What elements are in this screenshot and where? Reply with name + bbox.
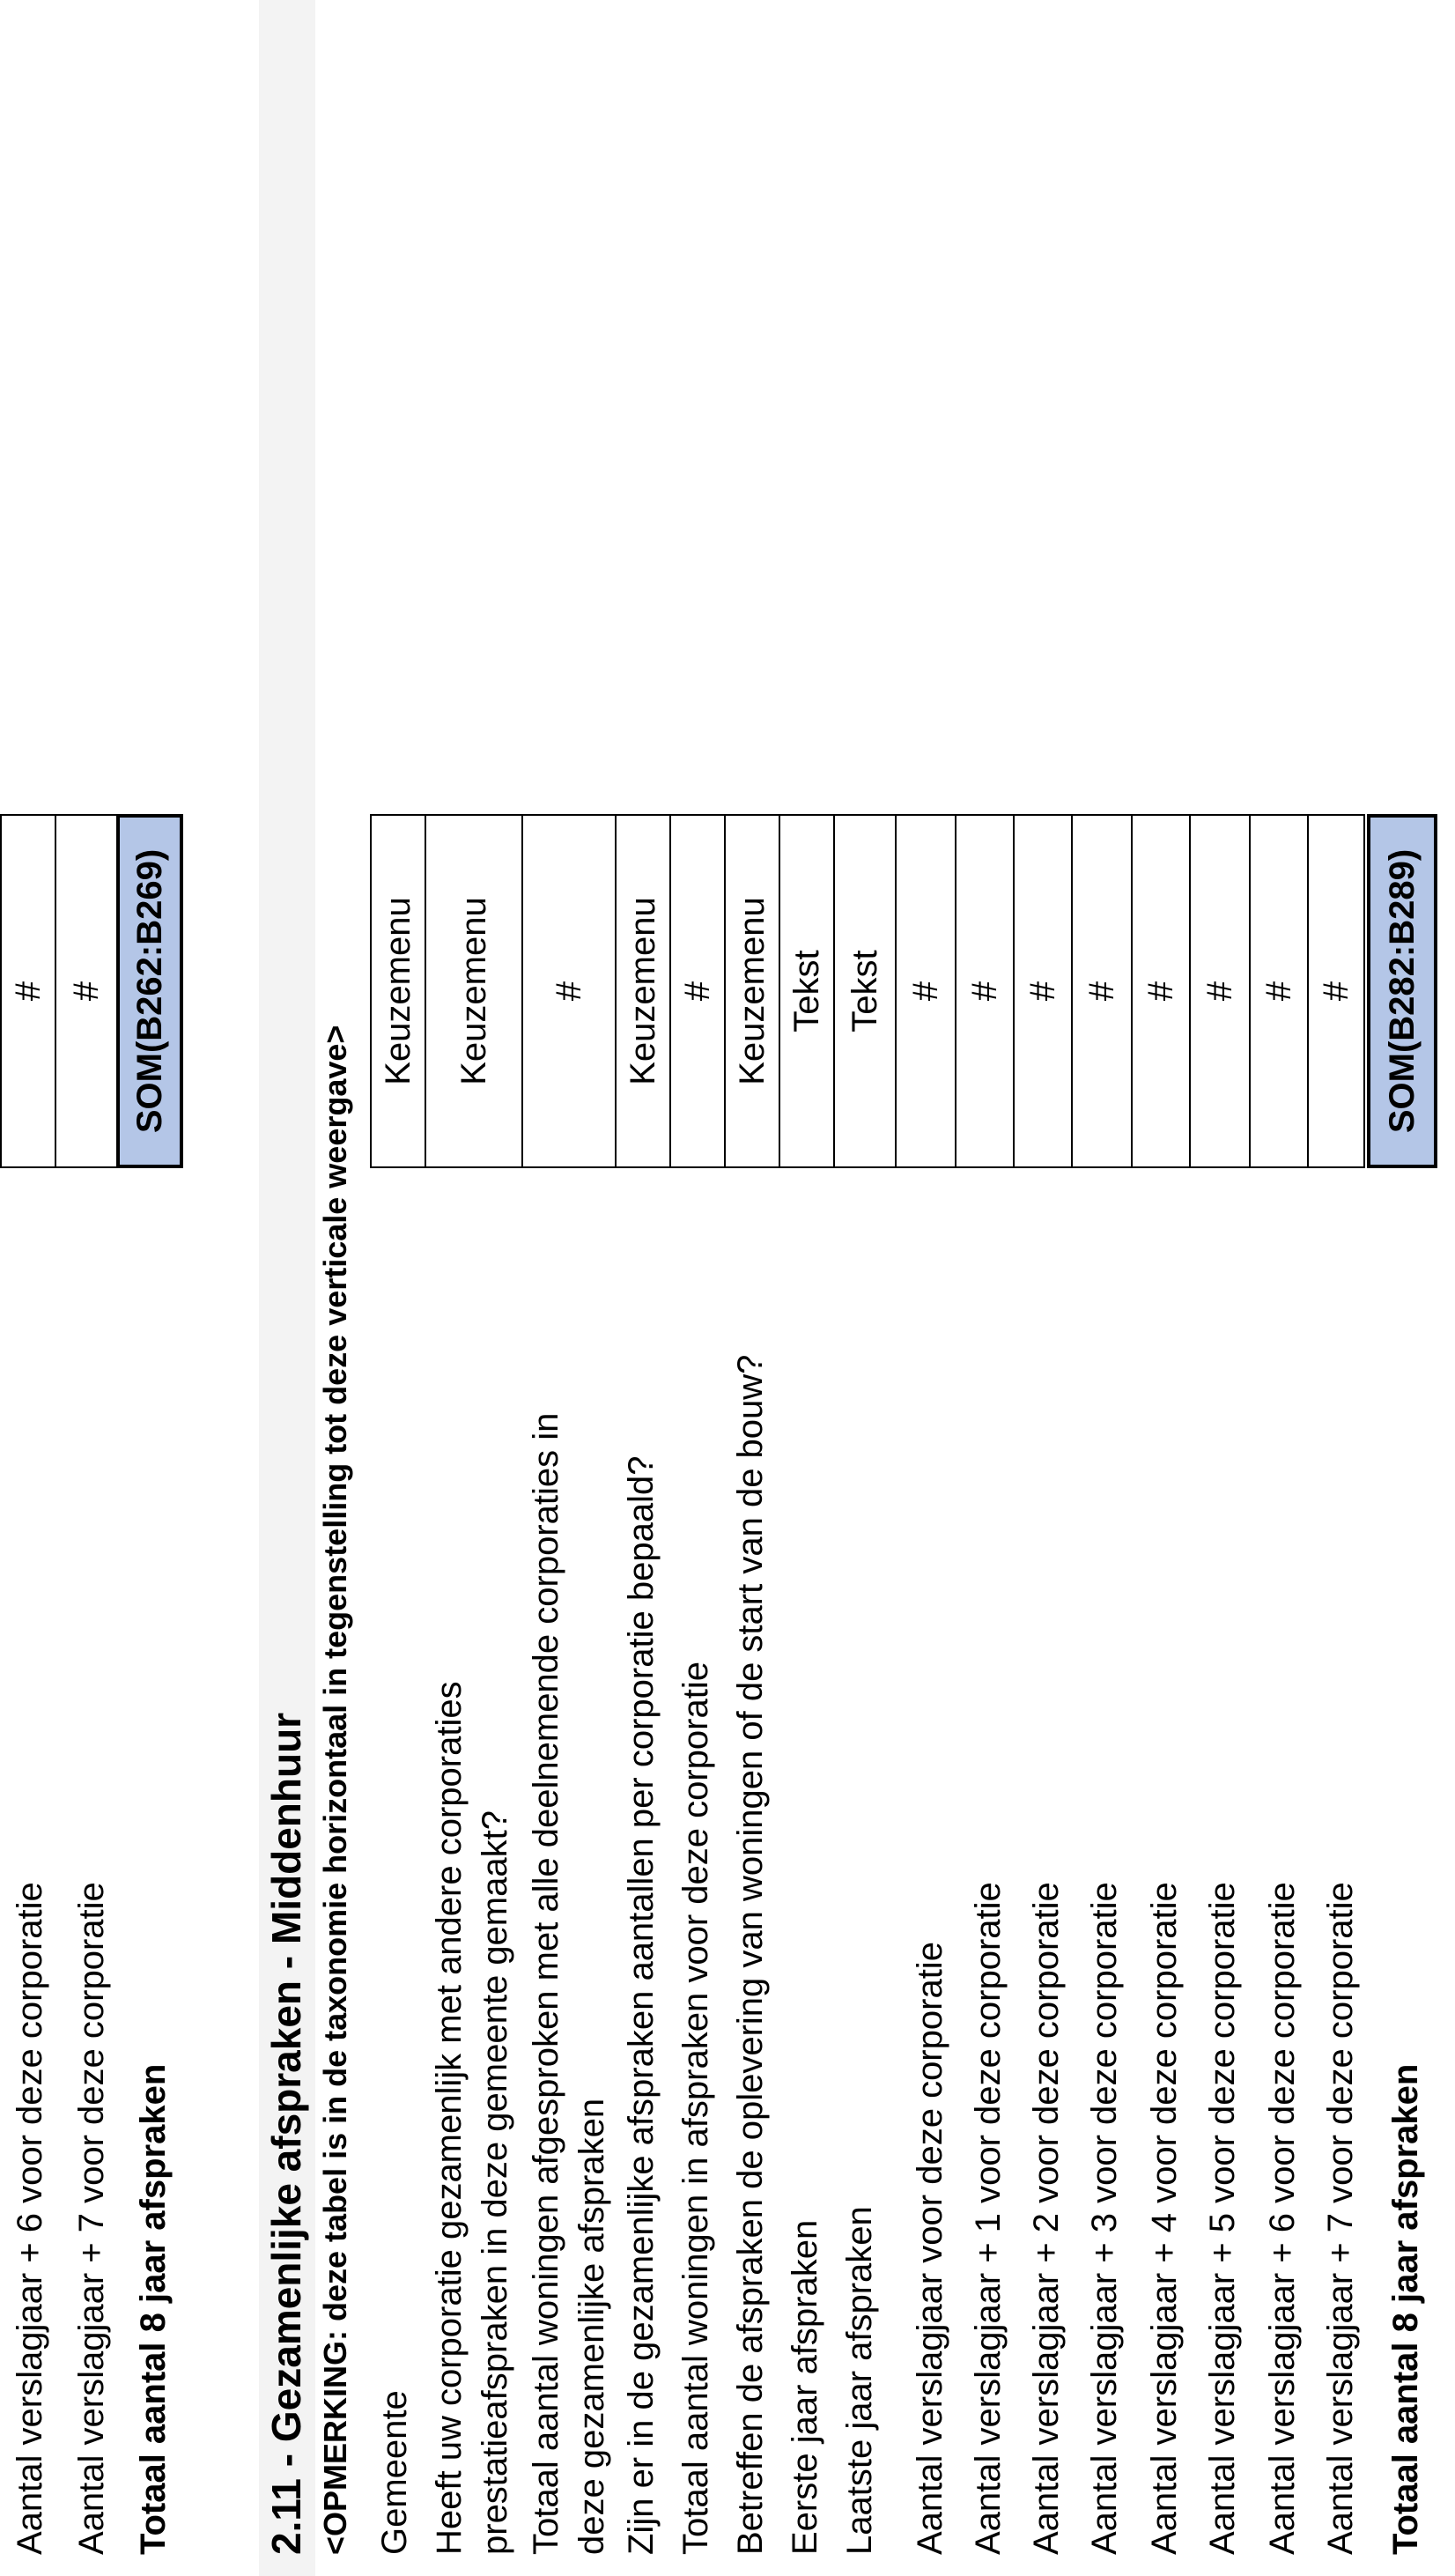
row-label-gezamenlijk: Heeft uw corporatie gezamenlijk met andere corporaties prestatieafspraken in deze gemeente gemaakt? [430, 1681, 514, 2555]
row-value-laatste-jaar[interactable]: Tekst [833, 814, 895, 1168]
row-label-verslagjaar: Aantal verslagjaar voor deze corporatie [911, 1942, 949, 2555]
row-value-verslagjaar-6[interactable]: # [1249, 814, 1307, 1168]
row-label-verslagjaar-2: Aantal verslagjaar + 2 voor deze corporatie [1027, 1882, 1066, 2555]
row-label-verslagjaar-4: Aantal verslagjaar + 4 voor deze corporatie [1145, 1882, 1184, 2555]
top-total-label: Totaal aantal 8 jaar afspraken [134, 2063, 173, 2555]
row-value-verslagjaar-5[interactable]: # [1189, 814, 1249, 1168]
row-value-verslagjaar[interactable]: # [895, 814, 955, 1168]
row-label-totaal-woningen-alle: Totaal aantal woningen afgesproken met alle deelnemende corporaties in deze gezamenlijke afspraken [527, 1412, 611, 2555]
total-label: Totaal aantal 8 jaar afspraken [1386, 2063, 1425, 2555]
row-label-verslagjaar-1: Aantal verslagjaar + 1 voor deze corporatie [969, 1882, 1008, 2555]
row-value-verslagjaar-1[interactable]: # [955, 814, 1013, 1168]
top-row-value-1[interactable]: # [0, 814, 55, 1168]
row-value-oplevering-start[interactable]: Keuzemenu [724, 814, 779, 1168]
row-label-gemeente: Gemeente [375, 2390, 414, 2555]
row-label-oplevering-start: Betreffen de afspraken de oplevering van woningen of de start van de bouw? [731, 1354, 770, 2555]
row-label-verslagjaar-5: Aantal verslagjaar + 5 voor deze corporatie [1203, 1882, 1242, 2555]
row-value-woningen-corporatie[interactable]: # [669, 814, 724, 1168]
row-value-verslagjaar-2[interactable]: # [1013, 814, 1071, 1168]
top-total-formula[interactable]: SOM(B262:B269) [116, 814, 183, 1168]
row-value-eerste-jaar[interactable]: Tekst [779, 814, 833, 1168]
row-label-eerste-jaar: Eerste jaar afspraken [786, 2219, 824, 2555]
row-label-laatste-jaar: Laatste jaar afspraken [840, 2206, 879, 2555]
row-label-verslagjaar-7: Aantal verslagjaar + 7 voor deze corporatie [1321, 1882, 1360, 2555]
top-row-value-2[interactable]: # [55, 814, 116, 1168]
row-label-verslagjaar-3: Aantal verslagjaar + 3 voor deze corporatie [1085, 1882, 1124, 2555]
row-value-aantallen-bepaald[interactable]: Keuzemenu [615, 814, 669, 1168]
row-value-gemeente[interactable]: Keuzemenu [370, 814, 425, 1168]
total-formula[interactable]: SOM(B282:B289) [1367, 814, 1437, 1168]
row-label-woningen-corporatie: Totaal aantal woningen in afspraken voor deze corporatie [676, 1662, 715, 2555]
row-label-aantallen-bepaald: Zijn er in de gezamenlijke afspraken aantallen per corporatie bepaald? [622, 1455, 661, 2555]
row-value-verslagjaar-4[interactable]: # [1131, 814, 1189, 1168]
top-row-label-1: Aantal verslagjaar + 6 voor deze corporatie [11, 1882, 49, 2555]
section-title: 2.11 - Gezamenlijke afspraken - Middenhuur [263, 1712, 309, 2555]
row-value-verslagjaar-3[interactable]: # [1071, 814, 1131, 1168]
row-label-verslagjaar-6: Aantal verslagjaar + 6 voor deze corporatie [1263, 1882, 1302, 2555]
row-value-gezamenlijk[interactable]: Keuzemenu [425, 814, 521, 1168]
taxonomy-note: <OPMERKING: deze tabel is in de taxonomie horizontaal in tegenstelling tot deze verticale weergave> [317, 1025, 353, 2555]
top-row-label-2: Aantal verslagjaar + 7 voor deze corporatie [72, 1882, 111, 2555]
row-value-totaal-woningen-alle[interactable]: # [521, 814, 615, 1168]
row-value-verslagjaar-7[interactable]: # [1307, 814, 1365, 1168]
